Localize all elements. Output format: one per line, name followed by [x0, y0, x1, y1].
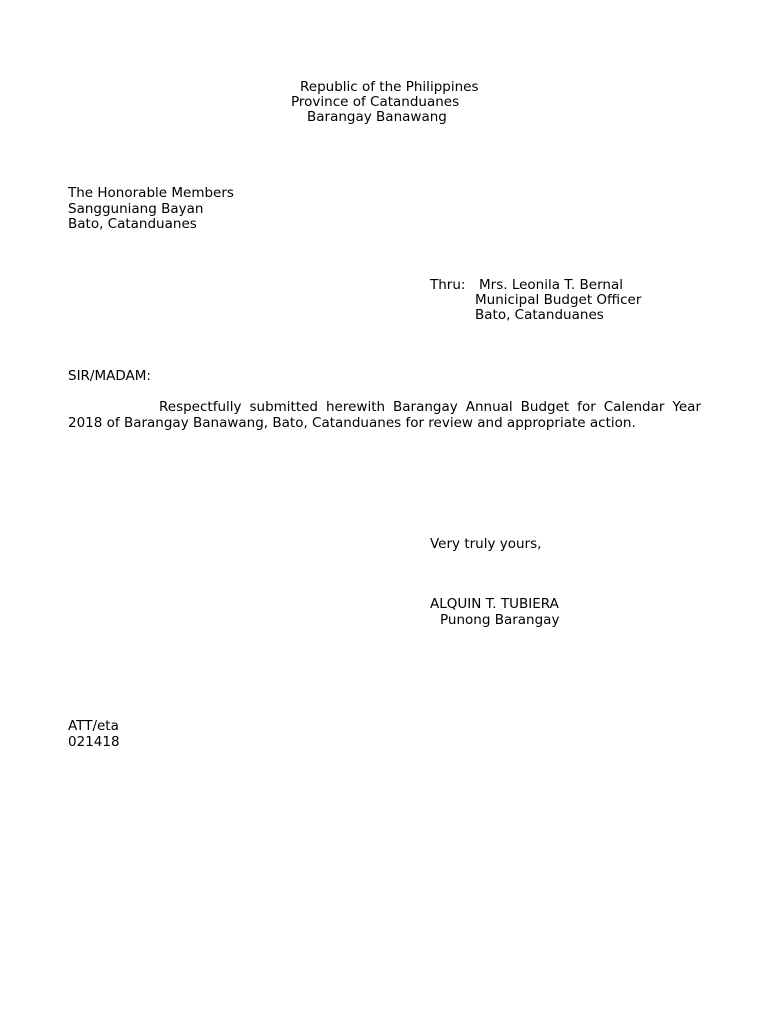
- header-republic: Republic of the Philippines: [300, 79, 479, 95]
- signatory-name: ALQUIN T. TUBIERA: [430, 596, 559, 612]
- signatory-title: Punong Barangay: [440, 612, 560, 628]
- thru-title: Municipal Budget Officer: [475, 292, 642, 308]
- reference-block: [68, 719, 120, 750]
- body-text: Respectfully submitted herewith Barangay Annual Budget for Calendar Year 2018 of Barangay Banawang, Bato, Catanduanes for review and appropriate action.: [68, 399, 701, 431]
- salutation: SIR/MADAM:: [68, 368, 151, 384]
- closing: Very truly yours,: [430, 536, 542, 552]
- addressee-line-1: The Honorable Members: [68, 185, 234, 201]
- header-barangay: Barangay Banawang: [307, 109, 447, 125]
- thru-location: Bato, Catanduanes: [475, 307, 604, 323]
- reference-initials: ATT/eta: [68, 718, 119, 734]
- thru-name: Mrs. Leonila T. Bernal: [479, 277, 623, 293]
- reference-code: 021418: [68, 733, 120, 750]
- body-paragraph: [68, 400, 701, 431]
- addressee-line-3: Bato, Catanduanes: [68, 216, 197, 232]
- addressee-block: [68, 186, 234, 233]
- header-province: Province of Catanduanes: [291, 94, 460, 110]
- addressee-line-2: Sangguniang Bayan: [68, 200, 204, 217]
- thru-label: Thru:: [430, 277, 466, 293]
